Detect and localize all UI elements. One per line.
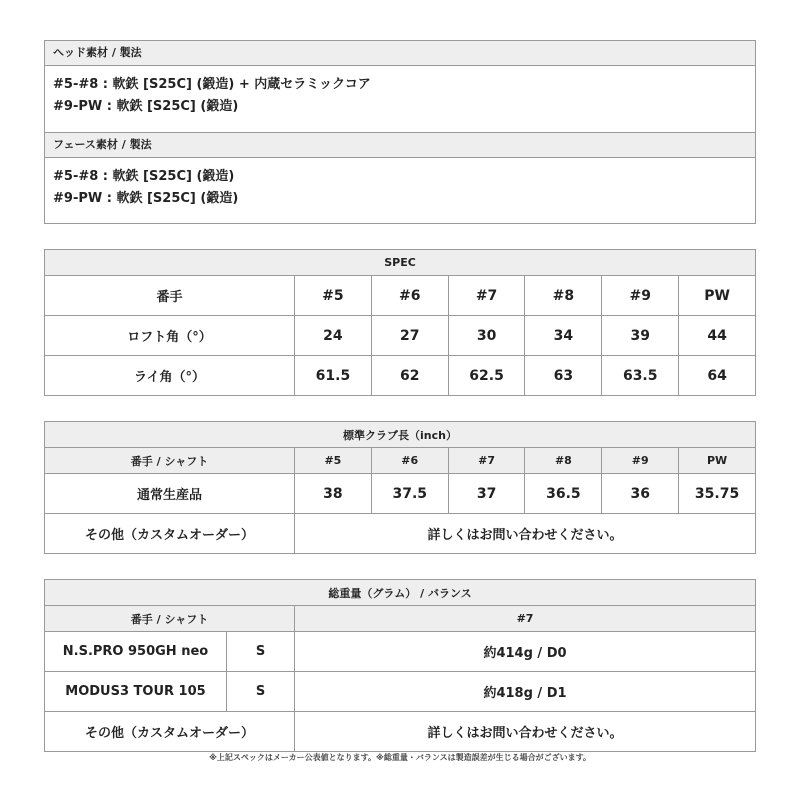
- weight-header-row: [45, 606, 756, 632]
- loft-value: 39: [602, 316, 679, 356]
- table-row: [45, 474, 756, 514]
- shaft-flex: S: [227, 632, 295, 672]
- table-row: [45, 672, 756, 712]
- lie-label: ライ角（°）: [45, 356, 295, 396]
- weight-header-label: 番手 / シャフト: [45, 606, 295, 632]
- head-material-title: ヘッド素材 / 製法: [45, 41, 755, 66]
- spec-col: #7: [448, 276, 525, 316]
- length-table: [44, 421, 756, 554]
- table-row: [45, 514, 756, 554]
- head-material-line: #5-#8 : 軟鉄 [S25C] (鍛造) + 内蔵セラミックコア: [53, 77, 371, 92]
- spec-header-label: 番手: [45, 276, 295, 316]
- table-row: [45, 712, 756, 752]
- weight-value: 約418g / D1: [295, 672, 756, 712]
- spec-col: #8: [525, 276, 602, 316]
- face-material-body: [45, 158, 755, 210]
- table-row: [45, 356, 756, 396]
- weight-value: 約414g / D0: [295, 632, 756, 672]
- length-section: [44, 421, 756, 554]
- shaft-name: N.S.PRO 950GH neo: [45, 632, 227, 672]
- face-material-line: #5-#8 : 軟鉄 [S25C] (鍛造): [53, 169, 235, 184]
- length-value: 37: [448, 474, 525, 514]
- loft-value: 27: [371, 316, 448, 356]
- spec-section: [44, 249, 756, 396]
- lie-value: 62.5: [448, 356, 525, 396]
- length-value: 36.5: [525, 474, 602, 514]
- spec-col: #9: [602, 276, 679, 316]
- custom-label: その他（カスタムオーダー）: [45, 514, 295, 554]
- loft-value: 34: [525, 316, 602, 356]
- footnote: ※上記スペックはメーカー公表値となります。※総重量・バランスは製造誤差が生じる場合がございます。: [209, 753, 591, 762]
- weight-col: #7: [295, 606, 756, 632]
- face-material-title: フェース素材 / 製法: [45, 132, 755, 158]
- length-col: #5: [295, 448, 372, 474]
- lie-value: 63: [525, 356, 602, 396]
- standard-label: 通常生産品: [45, 474, 295, 514]
- shaft-flex: S: [227, 672, 295, 712]
- spec-title: SPEC: [45, 250, 756, 276]
- table-row: [45, 316, 756, 356]
- spec-col: #5: [295, 276, 372, 316]
- head-material-line: #9-PW : 軟鉄 [S25C] (鍛造): [53, 99, 239, 114]
- lie-value: 64: [679, 356, 756, 396]
- length-header-label: 番手 / シャフト: [45, 448, 295, 474]
- length-col: PW: [679, 448, 756, 474]
- table-row: [45, 632, 756, 672]
- spec-col: #6: [371, 276, 448, 316]
- weight-section: [44, 579, 756, 752]
- length-col: #7: [448, 448, 525, 474]
- length-value: 38: [295, 474, 372, 514]
- length-header-row: [45, 448, 756, 474]
- custom-text: 詳しくはお問い合わせください。: [295, 514, 756, 554]
- loft-value: 24: [295, 316, 372, 356]
- face-material-line: #9-PW : 軟鉄 [S25C] (鍛造): [53, 191, 239, 206]
- length-value: 35.75: [679, 474, 756, 514]
- custom-label: その他（カスタムオーダー）: [45, 712, 295, 752]
- lie-value: 62: [371, 356, 448, 396]
- loft-value: 30: [448, 316, 525, 356]
- length-col: #6: [371, 448, 448, 474]
- weight-title: 総重量（グラム） / バランス: [45, 580, 756, 606]
- length-value: 36: [602, 474, 679, 514]
- weight-table: [44, 579, 756, 752]
- loft-value: 44: [679, 316, 756, 356]
- spec-col: PW: [679, 276, 756, 316]
- head-material-body: [45, 66, 755, 132]
- spec-header-row: [45, 276, 756, 316]
- length-title: 標準クラブ長（inch）: [45, 422, 756, 448]
- loft-label: ロフト角（°）: [45, 316, 295, 356]
- length-value: 37.5: [371, 474, 448, 514]
- material-section: [44, 40, 756, 224]
- custom-text: 詳しくはお問い合わせください。: [295, 712, 756, 752]
- lie-value: 63.5: [602, 356, 679, 396]
- length-col: #9: [602, 448, 679, 474]
- spec-table: [44, 249, 756, 396]
- shaft-name: MODUS3 TOUR 105: [45, 672, 227, 712]
- lie-value: 61.5: [295, 356, 372, 396]
- length-col: #8: [525, 448, 602, 474]
